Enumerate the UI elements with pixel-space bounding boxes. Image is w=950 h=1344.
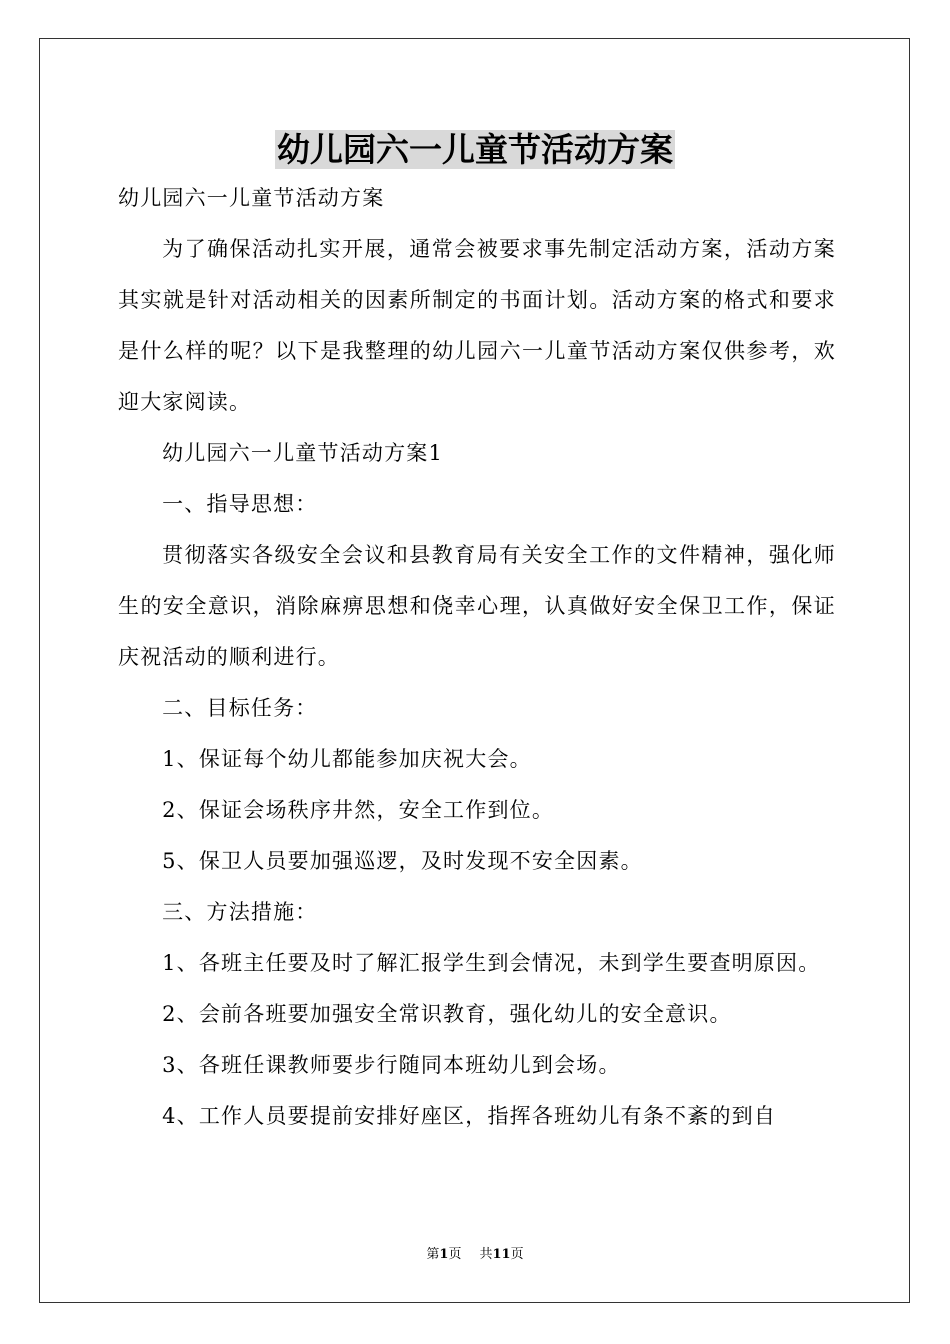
paragraph-intro: 为了确保活动扎实开展，通常会被要求事先制定活动方案，活动方案其实就是针对活动相关的因素所制定的书面计划。活动方案的格式和要求是什么样的呢？以下是我整理的幼儿园六一儿童节活动方案仅供参考，欢迎大家阅读。 (118, 237, 836, 414)
document-title-text: 幼儿园六一儿童节活动方案 (277, 130, 673, 169)
footer-page-prefix: 第 (426, 1247, 440, 1262)
paragraph-list-item: 4、工作人员要提前安排好座区，指挥各班幼儿有条不紊的到自 (162, 1104, 777, 1128)
paragraph-subtitle: 幼儿园六一儿童节活动方案 (118, 186, 385, 210)
paragraph-plan-heading: 幼儿园六一儿童节活动方案1 (162, 441, 444, 465)
document-body (118, 173, 836, 1142)
footer-page-number: 1 (439, 1247, 449, 1262)
footer-total-pages: 11 (492, 1247, 511, 1262)
paragraph-list-item: 1、各班主任要及时了解汇报学生到会情况，未到学生要查明原因。 (162, 951, 821, 975)
page-footer (0, 1246, 950, 1264)
paragraph-list-item: 5、保卫人员要加强巡逻，及时发现不安全因素。 (162, 849, 643, 873)
paragraph-list-item: 1、保证每个幼儿都能参加庆祝大会。 (162, 747, 532, 771)
document-title (0, 127, 950, 173)
footer-total-suffix: 页 (510, 1247, 524, 1262)
paragraph-section-heading: 二、目标任务： (162, 696, 318, 720)
paragraph: 贯彻落实各级安全会议和县教育局有关安全工作的文件精神，强化师生的安全意识，消除麻痹思想和侥幸心理，认真做好安全保卫工作，保证庆祝活动的顺利进行。 (118, 543, 836, 669)
paragraph-list-item: 3、各班任课教师要步行随同本班幼儿到会场。 (162, 1053, 621, 1077)
paragraph-section-heading: 三、方法措施： (162, 900, 318, 924)
paragraph-list-item: 2、保证会场秩序井然，安全工作到位。 (162, 798, 555, 822)
footer-page-suffix: 页 (448, 1247, 462, 1262)
paragraph-section-heading: 一、指导思想： (162, 492, 318, 516)
paragraph-list-item: 2、会前各班要加强安全常识教育，强化幼儿的安全意识。 (162, 1002, 732, 1026)
footer-total-prefix: 共 (479, 1247, 493, 1262)
